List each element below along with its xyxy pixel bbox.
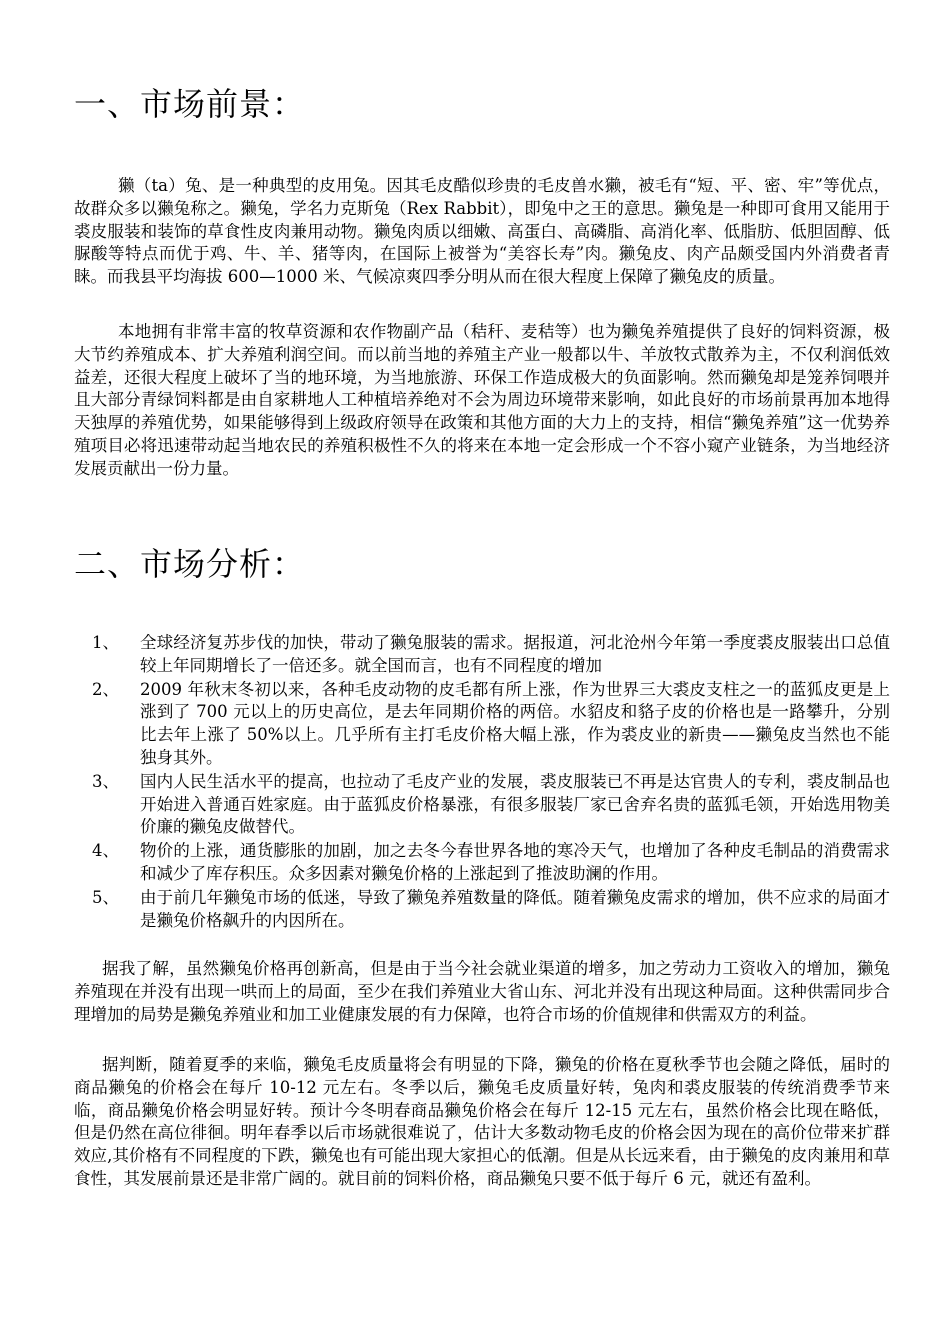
list-item [74,887,890,933]
list-item-number: 1、 [92,633,119,652]
market-analysis-list [74,632,890,933]
list-item-number: 4、 [92,841,119,861]
section-1-heading: 一、市场前景： [74,85,306,123]
list-item-number: 5、 [92,887,119,907]
section-2-paragraph-1: 据我了解，虽然獭兔价格再创新高，但是由于当今社会就业渠道的增多，加之劳动力工资收入的增加，獭兔养殖现在并没有出现一哄而上的局面，至少在我们养殖业大省山东、河北并没有出现这种局面。这种供需同步合理增加的局势是獭兔养殖业和加工业健康发展的有力保障，也符合市场的价值规律和供需双方的利益。 [74,959,890,1024]
list-item-number: 2、 [92,679,119,699]
list-item [74,840,890,886]
section-2-paragraph-2: 据判断，随着夏季的来临，獭兔毛皮质量将会有明显的下降，獭兔的价格在夏秋季节也会随之降低，届时的商品獭兔的价格会在每斤 10-12 元左右。冬季以后，獭兔毛皮质量好转，兔肉和裘皮服装的传统消费季节来临，商品獭兔价格会明显好转。预计今冬明春商品獭兔价格会在每斤 12-15 元左右，虽然价格会比现在略低，但是仍然在高位徘徊。明年春季以后市场就很难说了，估计大多数动物毛皮的价格会因为现在的高价位带来扩群效应,其价格有不同程度的下跌，獭兔也有可能出现大家担心的低潮。但是从长远来看，由于獭兔的皮肉兼用和草食性，其发展前景还是非常广阔的。就目前的饲料价格，商品獭兔只要不低于每斤 6 元，就还有盈利。 [74,1055,890,1188]
list-item-number: 3、 [92,771,119,791]
list-item-text: 国内人民生活水平的提高，也拉动了毛皮产业的发展，裘皮服装已不再是达官贵人的专利，裘皮制品也开始进入普通百姓家庭。由于蓝狐皮价格暴涨，有很多服装厂家已舍弃名贵的蓝狐毛领，开始选用物美价廉的獭兔皮做替代。 [140,771,890,837]
section-1-paragraph-2: 本地拥有非常丰富的牧草资源和农作物副产品（秸秆、麦秸等）也为獭兔养殖提供了良好的饲料资源，极大节约养殖成本、扩大养殖利润空间。而以前当地的养殖主产业一般都以牛、羊放牧式散养为主，不仅利润低效益差，还很大程度上破坏了当的地环境，为当地旅游、环保工作造成极大的负面影响。然而獭兔却是笼养饲喂并且大部分青绿饲料都是由自家耕地人工种植培养绝对不会为周边环境带来影响，如此良好的市场前景再加本地得天独厚的养殖优势，如果能够得到上级政府领导在政策和其他方面的大力上的支持，相信“獭兔养殖”这一优势养殖项目必将迅速带动起当地农民的养殖积极性不久的将来在本地一定会形成一个不容小窥产业链条，为当地经济发展贡献出一份力量。 [74,322,890,478]
list-item-text: 2009 年秋末冬初以来，各种毛皮动物的皮毛都有所上涨，作为世界三大裘皮支柱之一的蓝狐皮更是上涨到了 700 元以上的历史高位，是去年同期价格的两倍。水貂皮和貉子皮的价格也是一路攀升，分别比去年上涨了 50%以上。几乎所有主打毛皮价格大幅上涨，作为裘皮业的新贵——獭兔皮当然也不能独身其外。 [140,679,890,767]
list-item [74,632,890,678]
list-item-text: 物价的上涨，通货膨胀的加剧，加之去冬今春世界各地的寒冷天气，也增加了各种皮毛制品的消费需求和减少了库存积压。众多因素对獭兔价格的上涨起到了推波助澜的作用。 [140,841,890,883]
list-item-text: 由于前几年獭兔市场的低迷，导致了獭兔养殖数量的降低。随着獭兔皮需求的增加，供不应求的局面才是獭兔价格飙升的内因所在。 [140,887,890,930]
list-item [74,771,890,839]
list-item [74,679,890,770]
section-2-heading: 二、市场分析： [74,545,306,583]
section-1-paragraph-1: 獭（ta）兔、是一种典型的皮用兔。因其毛皮酷似珍贵的毛皮兽水獭，被毛有“短、平、密、牢”等优点，故群众多以獭兔称之。獭兔，学名力克斯兔（Rex Rabbit），即兔中之王的意思。獭兔是一种即可食用又能用于裘皮服装和装饰的草食性皮肉兼用动物。獭兔肉质以细嫩、高蛋白、高磷脂、高消化率、低脂肪、低胆固醇、低脲酸等特点而优于鸡、牛、羊、猪等肉，在国际上被誉为“美容长寿”肉。獭兔皮、肉产品颇受国内外消费者青睐。而我县平均海拔 600—1000 米、气候凉爽四季分明从而在很大程度上保障了獭兔皮的质量。 [74,176,890,287]
list-item-text: 全球经济复苏步伐的加快，带动了獭兔服装的需求。据报道，河北沧州今年第一季度裘皮服装出口总值较上年同期增长了一倍还多。就全国而言，也有不同程度的增加 [140,633,890,675]
